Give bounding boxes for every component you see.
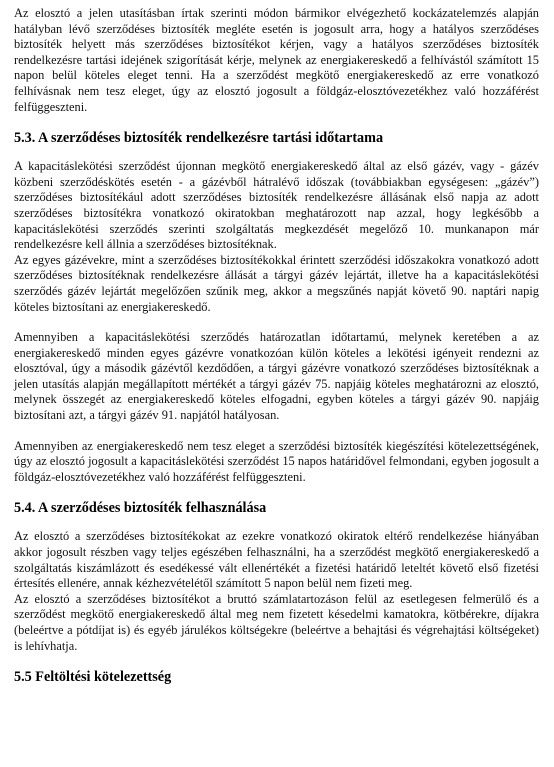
section-5-3-paragraph-4: Amennyiben az energiakereskedő nem tesz eleget a szerződési biztosíték kiegészítési kötelezettségének, úgy az elosztó jogosult a kapacitáslekötési szerződést 15 napos határidővel felmondani, egyben jogosult a földgáz-elosztóvezetékhez való hozzáférést felfüggeszteni. xyxy=(14,438,539,484)
section-5-4-paragraph-1: Az elosztó a szerződéses biztosítékokat az ezekre vonatkozó okiratok eltérő rendelkezése hiányában akkor jogosult részben vagy teljes egészében felhasználni, ha a szerződést megkötő energiakereskedő a szolgáltatás kiszámlázott és esedékessé vált ellenértékét a fizetési határidő leteltét követő első fizetési értesítés ellenére, annak kézhezvételétől számított 5 napon belül nem fizeti meg. xyxy=(14,529,539,591)
section-5-3-paragraph-3: Amennyiben a kapacitáslekötési szerződés határozatlan időtartamú, melynek keretében a az energiakereskedő minden egyes gázévre vonatkozóan külön köteles a lekötési igényeit rendezni az elosztóval, úgy a második gázévtől kezdődően, a tárgyi gázévre vonatkozó szerződéses biztosítéknak a jelen utasítás alapján megállapított mértékét a tárgyi gázév 75. napjáig köteles meghatározni az elosztó, melynek összegét az energiakereskedő köteles elfogadni, egyben köteles a tárgyi gázév 90. napjáig biztosítani azt, a tárgyi gázév 91. napjától hatályosan. xyxy=(14,330,539,423)
heading-5-5: 5.5 Feltöltési kötelezettség xyxy=(14,669,172,686)
section-5-4-paragraph-2: Az elosztó a szerződéses biztosítékot a bruttó számlatartozáson felül az esetlegesen felmerülő és a szerződést megkötő energiakereskedő által meg nem fizetett késedelmi kamatokra, kötbérekre, díjakra (beleértve a pótdíjat is) és egyéb járulékos költségekre (beleértve a behajtási és végrehajtási költségeket) is lehívhatja. xyxy=(14,591,539,653)
heading-5-4: 5.4. A szerződéses biztosíték felhasználása xyxy=(14,500,267,517)
section-5-3-paragraph-2: Az egyes gázévekre, mint a szerződéses biztosítékokkal érintett szerződési időszakokra vonatkozó adott szerződéses biztosítéknak rendelkezésre állását a tárgyi gázév lejártát, illetve ha a kapacitáslekötési szerződés gázév lejártát megelőzően szűnik meg, akkor a megszűnés napját követő 90. naptári napig köteles biztosítani az energiakereskedő. xyxy=(14,252,539,314)
heading-5-3: 5.3. A szerződéses biztosíték rendelkezésre tartási időtartama xyxy=(14,130,384,147)
document-page xyxy=(14,6,539,698)
section-5-3-paragraph-1: A kapacitáslekötési szerződést újonnan megkötő energiakereskedő által az első gázév, vagy - gázév közbeni szerződéskötés esetén - a gázévből hátralévő időszak (továbbiakban egységesen: „gázév”) szerződéses biztosítékául adott szerződéses biztosíték rendelkezésre állásának első napja az adott szerződéses biztosítékra vonatkozó okiratokban meghatározott nap azzal, hogy legkésőbb a kapacitáslekötési szerződés szerinti szolgáltatás megkezdését megelőző 10. munkanapon már rendelkezésre kell állnia a szerződéses biztosítéknak. xyxy=(14,159,539,252)
section-5-2-tail-paragraph: Az elosztó a jelen utasításban írtak szerinti módon bármikor elvégezhető kockázatelemzés alapján hatályban lévő szerződéses biztosíték megléte esetén is jogosult arra, hogy a hatályos szerződéses biztosíték helyett más szerződéses biztosítékot kérjen, vagy a hatályos szerződéses biztosíték rendelkezésre tartási idejének szigorítását kérje, melynek az energiakereskedő a felhívástól számított 15 napon belül köteles eleget tenni. Ha a szerződést megkötő energiakereskedő az erre vonatkozó felhívásnak nem tesz eleget, úgy az elosztó jogosult a földgáz-elosztóvezetékhez való hozzáférést felfüggeszteni. xyxy=(14,6,539,114)
